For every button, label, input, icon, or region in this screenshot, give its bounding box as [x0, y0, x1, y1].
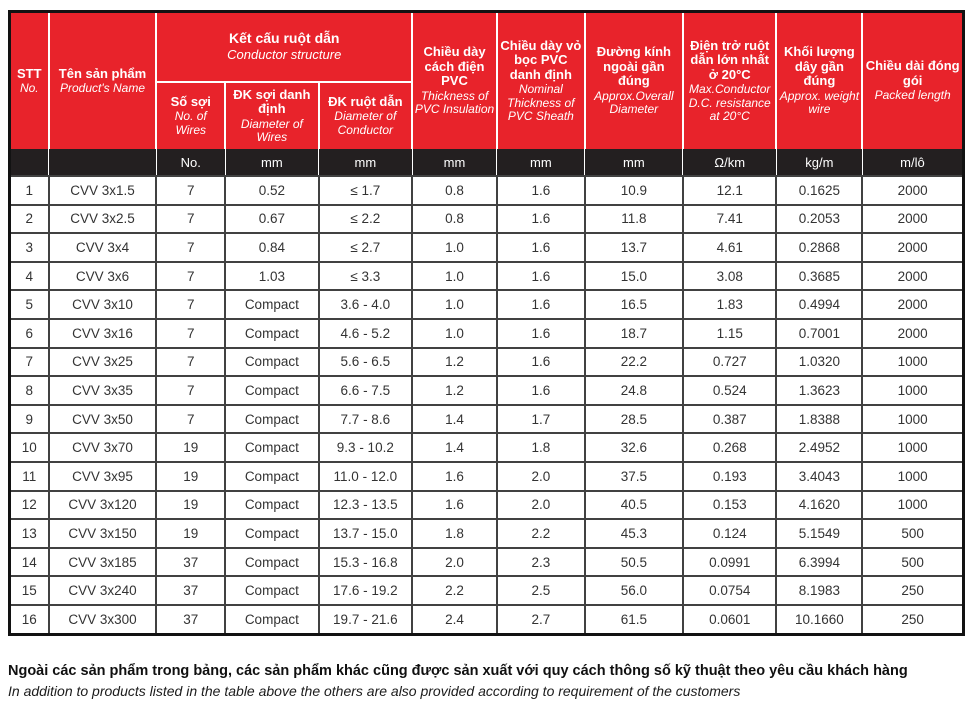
- table-cell: 19: [156, 462, 225, 491]
- table-cell: 6.3994: [776, 548, 862, 577]
- col-header-overall-diameter-en: Approx.Overall Diameter: [594, 88, 674, 117]
- table-cell: 37.5: [585, 462, 683, 491]
- col-header-max-resistance-en: Max.Conductor D.C. resistance at 20°C: [688, 82, 771, 124]
- table-cell: 3.08: [683, 262, 776, 291]
- table-cell: 19: [156, 491, 225, 520]
- table-body: [10, 176, 964, 634]
- table-cell: 500: [862, 519, 963, 548]
- table-cell: CVV 3x50: [49, 405, 157, 434]
- table-cell: 0.0601: [683, 605, 776, 634]
- table-cell: 1.6: [497, 290, 585, 319]
- table-cell: 0.124: [683, 519, 776, 548]
- table-cell: 32.6: [585, 433, 683, 462]
- col-header-no-of-wires-en: No. of Wires: [174, 109, 207, 137]
- table-cell: 4.1620: [776, 491, 862, 520]
- table-cell: 2000: [862, 262, 963, 291]
- col-header-packed-length: [862, 12, 963, 150]
- table-cell: 15.3 - 16.8: [319, 548, 412, 577]
- col-header-sheath-thickness-en: Nominal Thickness of PVC Sheath: [507, 82, 575, 124]
- table-cell: 2.3: [497, 548, 585, 577]
- table-cell: 0.8: [412, 205, 497, 234]
- table-cell: 37: [156, 605, 225, 634]
- table-cell: ≤ 2.2: [319, 205, 412, 234]
- unit-cell: mm: [319, 149, 412, 176]
- table-cell: CVV 3x4: [49, 233, 157, 262]
- col-header-insulation-thickness: [412, 12, 497, 150]
- col-header-conductor-structure: [156, 12, 412, 83]
- table-cell: 8.1983: [776, 576, 862, 605]
- table-cell: 0.727: [683, 348, 776, 377]
- table-cell: 4.6 - 5.2: [319, 319, 412, 348]
- table-cell: 16.5: [585, 290, 683, 319]
- table-cell: 7: [156, 376, 225, 405]
- table-cell: ≤ 1.7: [319, 176, 412, 205]
- table-cell: 0.4994: [776, 290, 862, 319]
- table-cell: 1.6: [412, 491, 497, 520]
- table-row: [10, 290, 964, 319]
- table-cell: 7: [156, 348, 225, 377]
- table-cell: 11.0 - 12.0: [319, 462, 412, 491]
- table-cell: 2.0: [497, 462, 585, 491]
- table-cell: 13.7 - 15.0: [319, 519, 412, 548]
- col-header-packed-length-en: Packed length: [874, 88, 951, 103]
- col-header-product-name-vi: Tên sản phẩm: [58, 65, 147, 81]
- table-cell: 0.8: [412, 176, 497, 205]
- table-cell: 7: [156, 319, 225, 348]
- table-cell: CVV 3x185: [49, 548, 157, 577]
- table-cell: 2.2: [497, 519, 585, 548]
- table-cell: 3.4043: [776, 462, 862, 491]
- col-header-approx-weight: [776, 12, 862, 150]
- table-cell: 3.6 - 4.0: [319, 290, 412, 319]
- table-row: [10, 519, 964, 548]
- table-cell: 1.2: [412, 376, 497, 405]
- table-cell: Compact: [225, 605, 318, 634]
- table-cell: 0.0754: [683, 576, 776, 605]
- col-header-approx-weight-en: Approx. weight wire: [779, 88, 860, 117]
- table-cell: 1.0: [412, 290, 497, 319]
- table-row: [10, 548, 964, 577]
- table-cell: 7: [156, 233, 225, 262]
- table-cell: 2000: [862, 319, 963, 348]
- table-cell: 19.7 - 21.6: [319, 605, 412, 634]
- col-header-conductor-structure-en: Conductor structure: [227, 47, 342, 63]
- table-row: [10, 462, 964, 491]
- table-cell: 1.4: [412, 433, 497, 462]
- table-cell: 0.52: [225, 176, 318, 205]
- table-row: [10, 376, 964, 405]
- table-cell: 11: [10, 462, 49, 491]
- table-row: [10, 405, 964, 434]
- table-cell: 0.268: [683, 433, 776, 462]
- table-cell: 1.0: [412, 262, 497, 291]
- table-cell: 0.67: [225, 205, 318, 234]
- table-row: [10, 176, 964, 205]
- table-cell: 1000: [862, 376, 963, 405]
- table-cell: 5.1549: [776, 519, 862, 548]
- table-cell: Compact: [225, 548, 318, 577]
- table-cell: 19: [156, 433, 225, 462]
- unit-cell: Ω/km: [683, 149, 776, 176]
- unit-cell: m/lô: [862, 149, 963, 176]
- col-header-product-name-en: Product's Name: [60, 81, 145, 96]
- col-header-conductor-diameter-vi: ĐK ruột dẫn: [328, 93, 403, 109]
- table-cell: 8: [10, 376, 49, 405]
- col-header-insulation-thickness-vi: Chiều dày cách điện PVC: [423, 44, 486, 89]
- col-header-insulation-thickness-en: Thickness of PVC Insulation: [414, 88, 495, 117]
- table-cell: 2: [10, 205, 49, 234]
- table-cell: 1.83: [683, 290, 776, 319]
- table-row: [10, 233, 964, 262]
- table-cell: 1.6: [497, 262, 585, 291]
- table-cell: CVV 3x240: [49, 576, 157, 605]
- table-cell: Compact: [225, 348, 318, 377]
- table-cell: CVV 3x150: [49, 519, 157, 548]
- table-cell: 7: [10, 348, 49, 377]
- col-header-no-of-wires: [156, 82, 225, 149]
- col-header-sheath-thickness-vi: Chiều dày vỏ bọc PVC danh định: [500, 37, 582, 82]
- table-cell: 1.3623: [776, 376, 862, 405]
- table-cell: 37: [156, 576, 225, 605]
- table-row: [10, 319, 964, 348]
- table-cell: 18.7: [585, 319, 683, 348]
- table-cell: 1.0: [412, 233, 497, 262]
- table-cell: 50.5: [585, 548, 683, 577]
- table-cell: CVV 3x120: [49, 491, 157, 520]
- table-cell: 10.9: [585, 176, 683, 205]
- col-header-wire-diameter-en: Diameter of Wires: [240, 116, 303, 145]
- table-cell: 1000: [862, 491, 963, 520]
- table-cell: 13: [10, 519, 49, 548]
- table-cell: 17.6 - 19.2: [319, 576, 412, 605]
- table-cell: 1000: [862, 433, 963, 462]
- table-cell: 4.61: [683, 233, 776, 262]
- table-cell: 1.8: [412, 519, 497, 548]
- table-cell: 1.6: [497, 205, 585, 234]
- table-cell: ≤ 2.7: [319, 233, 412, 262]
- table-cell: 45.3: [585, 519, 683, 548]
- table-cell: Compact: [225, 319, 318, 348]
- table-cell: 16: [10, 605, 49, 634]
- table-cell: CVV 3x95: [49, 462, 157, 491]
- table-cell: 0.7001: [776, 319, 862, 348]
- table-cell: Compact: [225, 290, 318, 319]
- table-cell: 0.1625: [776, 176, 862, 205]
- table-cell: 4: [10, 262, 49, 291]
- table-cell: 0.3685: [776, 262, 862, 291]
- table-cell: 250: [862, 605, 963, 634]
- table-cell: 1000: [862, 348, 963, 377]
- table-cell: 40.5: [585, 491, 683, 520]
- table-cell: 2.4952: [776, 433, 862, 462]
- unit-cell: [10, 149, 49, 176]
- table-cell: 7.41: [683, 205, 776, 234]
- table-cell: 7.7 - 8.6: [319, 405, 412, 434]
- table-cell: CVV 3x6: [49, 262, 157, 291]
- table-cell: CVV 3x300: [49, 605, 157, 634]
- table-cell: Compact: [225, 519, 318, 548]
- table-cell: Compact: [225, 491, 318, 520]
- table-cell: 6.6 - 7.5: [319, 376, 412, 405]
- col-header-approx-weight-vi: Khối lượng dây gần đúng: [784, 44, 855, 89]
- table-cell: Compact: [225, 433, 318, 462]
- table-row: [10, 205, 964, 234]
- table-cell: CVV 3x35: [49, 376, 157, 405]
- table-cell: CVV 3x16: [49, 319, 157, 348]
- table-row: [10, 491, 964, 520]
- table-cell: ≤ 3.3: [319, 262, 412, 291]
- table-cell: 5.6 - 6.5: [319, 348, 412, 377]
- table-cell: 1.6: [497, 319, 585, 348]
- footnote-english: In addition to products listed in the table above the others are also provided according to requirement of the customers: [8, 682, 741, 699]
- table-cell: Compact: [225, 462, 318, 491]
- footnote-vietnamese: Ngoài các sản phẩm trong bảng, các sản phẩm khác cũng được sản xuất với quy cách thông số kỹ thuật theo yêu cầu khách hàng: [8, 663, 908, 679]
- table-cell: 1000: [862, 462, 963, 491]
- table-cell: 1.8388: [776, 405, 862, 434]
- table-cell: CVV 3x10: [49, 290, 157, 319]
- table-cell: Compact: [225, 405, 318, 434]
- unit-cell: kg/m: [776, 149, 862, 176]
- table-cell: CVV 3x1.5: [49, 176, 157, 205]
- table-cell: 1.4: [412, 405, 497, 434]
- table-cell: Compact: [225, 376, 318, 405]
- table-cell: 1.8: [497, 433, 585, 462]
- table-cell: 1.6: [497, 176, 585, 205]
- table-row: [10, 605, 964, 634]
- table-cell: 15.0: [585, 262, 683, 291]
- unit-cell: mm: [225, 149, 318, 176]
- table-header: [10, 12, 964, 177]
- table-cell: 9.3 - 10.2: [319, 433, 412, 462]
- table-cell: 1.6: [497, 233, 585, 262]
- table-cell: 1.15: [683, 319, 776, 348]
- table-cell: 500: [862, 548, 963, 577]
- footnote: [8, 662, 969, 700]
- table-cell: 24.8: [585, 376, 683, 405]
- table-cell: 2000: [862, 205, 963, 234]
- table-cell: 12.1: [683, 176, 776, 205]
- table-cell: 14: [10, 548, 49, 577]
- table-cell: 2.0: [497, 491, 585, 520]
- table-cell: 2.4: [412, 605, 497, 634]
- table-cell: 2000: [862, 176, 963, 205]
- col-header-max-resistance-vi: Điện trở ruột dẫn lớn nhất ở 20°C: [690, 37, 770, 82]
- col-header-wire-diameter-vi: ĐK sợi danh định: [233, 86, 311, 117]
- header-row-group: [10, 12, 964, 83]
- table-cell: 12: [10, 491, 49, 520]
- table-row: [10, 576, 964, 605]
- table-cell: 2.5: [497, 576, 585, 605]
- col-header-wire-diameter: [225, 82, 318, 149]
- unit-cell: mm: [412, 149, 497, 176]
- table-cell: Compact: [225, 576, 318, 605]
- table-cell: 10: [10, 433, 49, 462]
- table-cell: 3: [10, 233, 49, 262]
- col-header-conductor-structure-vi: Kết cấu ruột dẫn: [229, 30, 340, 47]
- table-cell: 0.2868: [776, 233, 862, 262]
- table-cell: 2.0: [412, 548, 497, 577]
- unit-cell: No.: [156, 149, 225, 176]
- table-cell: 1.0: [412, 319, 497, 348]
- table-cell: 1.0320: [776, 348, 862, 377]
- col-header-stt-en: No.: [19, 81, 39, 96]
- table-row: [10, 348, 964, 377]
- table-cell: 7: [156, 262, 225, 291]
- table-cell: 15: [10, 576, 49, 605]
- table-row: [10, 433, 964, 462]
- table-cell: 6: [10, 319, 49, 348]
- table-cell: 0.387: [683, 405, 776, 434]
- table-cell: 2000: [862, 290, 963, 319]
- table-cell: 0.84: [225, 233, 318, 262]
- table-cell: 7: [156, 405, 225, 434]
- table-cell: 7: [156, 176, 225, 205]
- table-cell: 7: [156, 205, 225, 234]
- table-cell: 1: [10, 176, 49, 205]
- table-cell: CVV 3x70: [49, 433, 157, 462]
- col-header-stt-vi: STT: [17, 65, 42, 81]
- col-header-max-resistance: [683, 12, 776, 150]
- table-cell: 1.03: [225, 262, 318, 291]
- col-header-conductor-diameter-en: Diameter of Conductor: [334, 109, 397, 137]
- table-cell: CVV 3x2.5: [49, 205, 157, 234]
- units-row: [10, 149, 964, 176]
- table-cell: 7: [156, 290, 225, 319]
- col-header-packed-length-vi: Chiều dài đóng gói: [865, 58, 960, 88]
- table-row: [10, 262, 964, 291]
- col-header-product-name: [49, 12, 157, 150]
- table-cell: 0.524: [683, 376, 776, 405]
- table-cell: 0.153: [683, 491, 776, 520]
- table-cell: 0.0991: [683, 548, 776, 577]
- table-cell: 28.5: [585, 405, 683, 434]
- col-header-no-of-wires-vi: Số sợi: [170, 93, 211, 109]
- col-header-sheath-thickness: [497, 12, 585, 150]
- table-cell: 1.7: [497, 405, 585, 434]
- col-header-conductor-diameter: [319, 82, 412, 149]
- col-header-overall-diameter: [585, 12, 683, 150]
- table-cell: 13.7: [585, 233, 683, 262]
- table-cell: 12.3 - 13.5: [319, 491, 412, 520]
- table-cell: 2.7: [497, 605, 585, 634]
- table-cell: 1.2: [412, 348, 497, 377]
- table-cell: 61.5: [585, 605, 683, 634]
- unit-cell: mm: [585, 149, 683, 176]
- table-cell: 11.8: [585, 205, 683, 234]
- table-cell: 37: [156, 548, 225, 577]
- cable-spec-table: [8, 10, 965, 636]
- table-cell: 56.0: [585, 576, 683, 605]
- table-cell: 2000: [862, 233, 963, 262]
- table-cell: 250: [862, 576, 963, 605]
- table-cell: CVV 3x25: [49, 348, 157, 377]
- table-cell: 22.2: [585, 348, 683, 377]
- table-cell: 0.193: [683, 462, 776, 491]
- table-cell: 5: [10, 290, 49, 319]
- table-cell: 10.1660: [776, 605, 862, 634]
- col-header-stt: [10, 12, 49, 150]
- table-cell: 0.2053: [776, 205, 862, 234]
- col-header-overall-diameter-vi: Đường kính ngoài gần đúng: [596, 44, 671, 89]
- table-cell: 1000: [862, 405, 963, 434]
- unit-cell: [49, 149, 157, 176]
- unit-cell: mm: [497, 149, 585, 176]
- table-cell: 9: [10, 405, 49, 434]
- table-cell: 2.2: [412, 576, 497, 605]
- table-cell: 1.6: [497, 376, 585, 405]
- table-cell: 19: [156, 519, 225, 548]
- table-cell: 1.6: [497, 348, 585, 377]
- table-cell: 1.6: [412, 462, 497, 491]
